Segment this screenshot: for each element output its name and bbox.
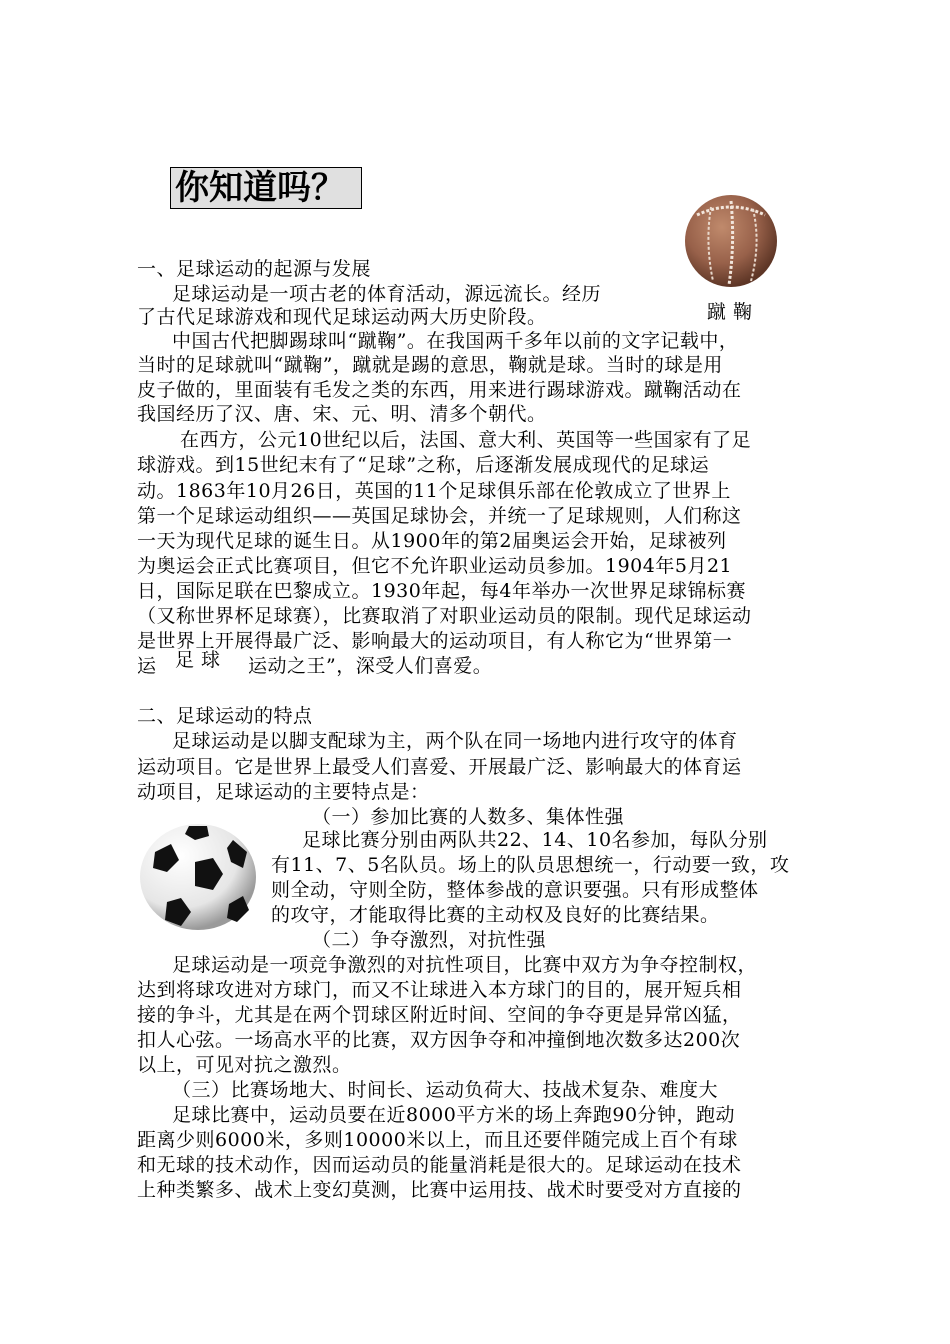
paragraph-line: 和无球的技术动作，因而运动员的能量消耗是很大的。足球运动在技术 xyxy=(137,1154,742,1176)
paragraph-line: 足球比赛中，运动员要在近8000平方米的场上奔跑90分钟，跑动 xyxy=(172,1104,736,1126)
paragraph-line: （又称世界杯足球赛），比赛取消了对职业运动员的限制。现代足球运动 xyxy=(137,605,752,627)
paragraph-line: 是世界上开展得最广泛、影响最大的运动项目，有人称它为“世界第一 xyxy=(137,630,733,652)
paragraph-line: 有11、7、5名队员。场上的队员思想统一，行动要一致，攻 xyxy=(271,854,790,876)
paragraph-line: 距离少则6000米，多则10000米以上，而且还要伴随完成上百个有球 xyxy=(137,1129,738,1151)
paragraph-line: 为奥运会正式比赛项目，但它不允许职业运动员参加。1904年5月21 xyxy=(137,555,733,577)
paragraph-line: 第一个足球运动组织——英国足球协会，并统一了足球规则，人们称这 xyxy=(137,505,742,527)
paragraph-line: 接的争斗，尤其是在两个罚球区附近时间、空间的争夺更是异常凶猛， xyxy=(137,1004,742,1026)
paragraph-line: 一天为现代足球的诞生日。从1900年的第2届奥运会开始，足球被列 xyxy=(137,530,727,552)
soccer-ball-image xyxy=(137,822,259,932)
paragraph-line: 日，国际足联在巴黎成立。1930年起，每4年举办一次世界足球锦标赛 xyxy=(137,580,746,602)
section2-heading: 二、足球运动的特点 xyxy=(137,705,313,727)
subsection-title: （三）比赛场地大、时间长、运动负荷大、技战术复杂、难度大 xyxy=(172,1079,719,1101)
cuju-caption: 蹴 鞠 xyxy=(707,301,753,323)
paragraph-line: 动。1863年10月26日，英国的11个足球俱乐部在伦敦成立了世界上 xyxy=(137,480,731,502)
paragraph-line: 的攻守，才能取得比赛的主动权及良好的比赛结果。 xyxy=(271,904,720,926)
paragraph-line: 上种类繁多、战术上变幻莫测，比赛中运用技、战术时要受对方直接的 xyxy=(137,1179,742,1201)
paragraph-line: 则全动，守则全防，整体参战的意识要强。只有形成整体 xyxy=(271,879,759,901)
paragraph-line: 当时的足球就叫“蹴鞠”，蹴就是踢的意思，鞠就是球。当时的球是用 xyxy=(137,354,723,376)
section1-heading: 一、足球运动的起源与发展 xyxy=(137,258,372,280)
paragraph-line: 皮子做的，里面装有毛发之类的东西，用来进行踢球游戏。蹴鞠活动在 xyxy=(137,379,742,401)
paragraph-line: 运动项目。它是世界上最受人们喜爱、开展最广泛、影响最大的体育运 xyxy=(137,756,742,778)
paragraph-line: 在西方，公元10世纪以后，法国、意大利、英国等一些国家有了足 xyxy=(180,429,752,451)
cuju-ball-image xyxy=(683,193,779,289)
paragraph-line: 了古代足球游戏和现代足球运动两大历史阶段。 xyxy=(137,306,547,328)
football-caption: 足 球 xyxy=(175,649,221,671)
paragraph-line: 足球运动是一项古老的体育活动，源远流长。经历 xyxy=(172,283,602,305)
paragraph-line: 动项目，足球运动的主要特点是： xyxy=(137,781,430,803)
subsection-title: （一）参加比赛的人数多、集体性强 xyxy=(312,806,625,828)
paragraph-line: 以上，可见对抗之激烈。 xyxy=(137,1054,352,1076)
subsection-title: （二）争夺激烈，对抗性强 xyxy=(312,929,547,951)
paragraph-line-prefix: 运 xyxy=(137,655,157,677)
paragraph-line: 运动之王”，深受人们喜爱。 xyxy=(248,655,493,677)
paragraph-line: 扣人心弦。一场高水平的比赛，双方因争夺和冲撞倒地次数多达200次 xyxy=(137,1029,741,1051)
paragraph-line: 中国古代把脚踢球叫“蹴鞠”。在我国两千多年以前的文字记载中， xyxy=(172,330,739,352)
paragraph-line: 足球运动是一项竞争激烈的对抗性项目，比赛中双方为争夺控制权， xyxy=(172,954,758,976)
paragraph-line: 达到将球攻进对方球门，而又不让球进入本方球门的目的，展开短兵相 xyxy=(137,979,742,1001)
paragraph-line: 足球比赛分别由两队共22、14、10名参加，每队分别 xyxy=(302,829,768,851)
page-title: 你知道吗？ xyxy=(170,167,362,209)
paragraph-line: 我国经历了汉、唐、宋、元、明、清多个朝代。 xyxy=(137,403,547,425)
paragraph-line: 球游戏。到15世纪末有了“足球”之称，后逐渐发展成现代的足球运 xyxy=(137,454,710,476)
paragraph-line: 足球运动是以脚支配球为主，两个队在同一场地内进行攻守的体育 xyxy=(172,730,738,752)
